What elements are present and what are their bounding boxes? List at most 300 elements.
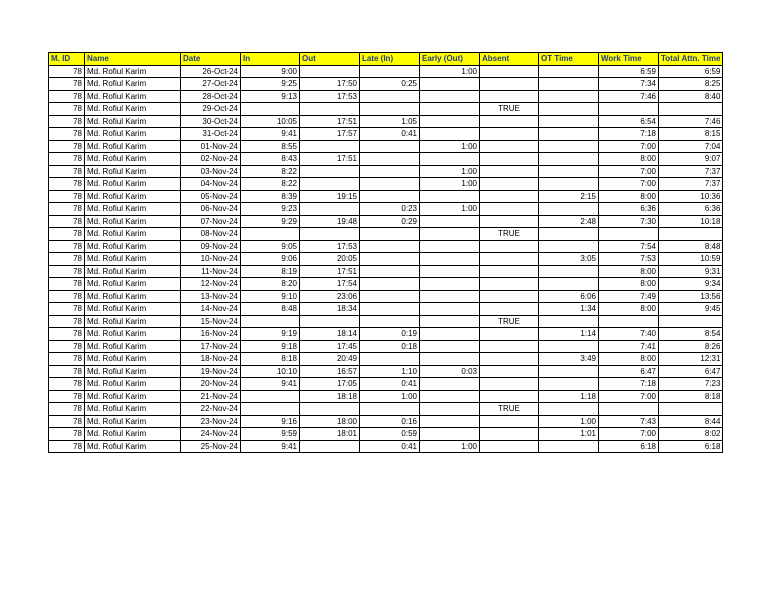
cell-name: Md. Rofiul Karim [85, 303, 181, 316]
cell-late: 0:59 [360, 428, 420, 441]
cell-late [360, 140, 420, 153]
header-row [49, 53, 723, 66]
cell-absent [480, 190, 539, 203]
cell-name: Md. Rofiul Karim [85, 353, 181, 366]
cell-total: 6:18 [659, 440, 723, 453]
cell-date: 17-Nov-24 [181, 340, 241, 353]
cell-absent [480, 353, 539, 366]
cell-ot [539, 178, 599, 191]
cell-late: 1:05 [360, 115, 420, 128]
cell-out: 17:51 [300, 153, 360, 166]
table-row [49, 378, 723, 391]
cell-date: 25-Nov-24 [181, 440, 241, 453]
cell-ot [539, 115, 599, 128]
cell-date: 15-Nov-24 [181, 315, 241, 328]
cell-out: 16:57 [300, 365, 360, 378]
cell-early [420, 390, 480, 403]
cell-id: 78 [49, 265, 85, 278]
cell-late [360, 190, 420, 203]
column-header-absent: Absent [480, 53, 539, 66]
cell-ot: 2:15 [539, 190, 599, 203]
header-row-group [49, 53, 723, 66]
cell-out: 18:18 [300, 390, 360, 403]
cell-late: 0:41 [360, 378, 420, 391]
table-row [49, 353, 723, 366]
table-row [49, 440, 723, 453]
cell-out [300, 228, 360, 241]
cell-early [420, 328, 480, 341]
cell-id: 78 [49, 415, 85, 428]
cell-date: 30-Oct-24 [181, 115, 241, 128]
cell-ot [539, 103, 599, 116]
cell-in [241, 228, 300, 241]
cell-absent [480, 440, 539, 453]
cell-id: 78 [49, 353, 85, 366]
cell-total: 10:36 [659, 190, 723, 203]
cell-ot [539, 265, 599, 278]
cell-id: 78 [49, 115, 85, 128]
cell-total: 8:54 [659, 328, 723, 341]
cell-name: Md. Rofiul Karim [85, 440, 181, 453]
cell-early: 1:00 [420, 65, 480, 78]
cell-absent [480, 65, 539, 78]
cell-work: 7:53 [599, 253, 659, 266]
cell-absent [480, 328, 539, 341]
cell-in [241, 103, 300, 116]
cell-id: 78 [49, 190, 85, 203]
cell-id: 78 [49, 290, 85, 303]
table-row [49, 115, 723, 128]
column-header-name: Name [85, 53, 181, 66]
cell-id: 78 [49, 253, 85, 266]
cell-in: 10:10 [241, 365, 300, 378]
cell-total: 9:31 [659, 265, 723, 278]
cell-absent [480, 428, 539, 441]
cell-work: 7:49 [599, 290, 659, 303]
cell-absent [480, 390, 539, 403]
cell-id: 78 [49, 340, 85, 353]
table-row [49, 178, 723, 191]
cell-early [420, 340, 480, 353]
table-row [49, 265, 723, 278]
cell-early [420, 215, 480, 228]
cell-work: 8:00 [599, 278, 659, 291]
cell-absent [480, 253, 539, 266]
cell-ot [539, 90, 599, 103]
cell-out: 17:57 [300, 128, 360, 141]
cell-late [360, 178, 420, 191]
cell-total [659, 403, 723, 416]
cell-date: 13-Nov-24 [181, 290, 241, 303]
cell-early [420, 103, 480, 116]
cell-late [360, 228, 420, 241]
cell-out [300, 103, 360, 116]
cell-total: 7:37 [659, 165, 723, 178]
cell-out: 17:45 [300, 340, 360, 353]
cell-early [420, 240, 480, 253]
column-header-ot: OT Time [539, 53, 599, 66]
cell-ot: 1:34 [539, 303, 599, 316]
cell-name: Md. Rofiul Karim [85, 178, 181, 191]
cell-name: Md. Rofiul Karim [85, 328, 181, 341]
cell-date: 14-Nov-24 [181, 303, 241, 316]
cell-name: Md. Rofiul Karim [85, 90, 181, 103]
cell-work: 6:18 [599, 440, 659, 453]
cell-ot [539, 403, 599, 416]
cell-ot: 1:18 [539, 390, 599, 403]
cell-early [420, 253, 480, 266]
cell-work: 7:54 [599, 240, 659, 253]
cell-total: 9:45 [659, 303, 723, 316]
table-row [49, 203, 723, 216]
cell-ot: 6:06 [539, 290, 599, 303]
cell-name: Md. Rofiul Karim [85, 390, 181, 403]
cell-ot: 3:49 [539, 353, 599, 366]
attendance-table [48, 52, 723, 453]
cell-work: 7:43 [599, 415, 659, 428]
cell-id: 78 [49, 328, 85, 341]
cell-date: 29-Oct-24 [181, 103, 241, 116]
table-row [49, 315, 723, 328]
cell-late [360, 103, 420, 116]
table-row [49, 128, 723, 141]
cell-out [300, 203, 360, 216]
cell-out [300, 315, 360, 328]
cell-date: 09-Nov-24 [181, 240, 241, 253]
cell-name: Md. Rofiul Karim [85, 203, 181, 216]
cell-ot [539, 203, 599, 216]
cell-name: Md. Rofiul Karim [85, 403, 181, 416]
cell-name: Md. Rofiul Karim [85, 103, 181, 116]
cell-out: 17:50 [300, 78, 360, 91]
cell-total: 12:31 [659, 353, 723, 366]
cell-id: 78 [49, 65, 85, 78]
cell-ot [539, 240, 599, 253]
table-row [49, 278, 723, 291]
cell-id: 78 [49, 203, 85, 216]
cell-ot [539, 365, 599, 378]
cell-late: 0:18 [360, 340, 420, 353]
cell-id: 78 [49, 165, 85, 178]
cell-date: 27-Oct-24 [181, 78, 241, 91]
table-row [49, 415, 723, 428]
cell-late [360, 265, 420, 278]
cell-late: 1:00 [360, 390, 420, 403]
cell-out: 23:06 [300, 290, 360, 303]
cell-name: Md. Rofiul Karim [85, 215, 181, 228]
cell-id: 78 [49, 103, 85, 116]
cell-out: 19:48 [300, 215, 360, 228]
table-row [49, 340, 723, 353]
cell-out [300, 403, 360, 416]
cell-work: 7:41 [599, 340, 659, 353]
cell-early [420, 228, 480, 241]
cell-work: 6:47 [599, 365, 659, 378]
cell-name: Md. Rofiul Karim [85, 290, 181, 303]
cell-late: 0:29 [360, 215, 420, 228]
cell-in: 9:10 [241, 290, 300, 303]
cell-date: 26-Oct-24 [181, 65, 241, 78]
cell-out [300, 440, 360, 453]
cell-out [300, 65, 360, 78]
cell-id: 78 [49, 178, 85, 191]
cell-in: 8:20 [241, 278, 300, 291]
cell-out: 18:00 [300, 415, 360, 428]
cell-early: 1:00 [420, 178, 480, 191]
table-row [49, 303, 723, 316]
cell-early [420, 115, 480, 128]
cell-absent [480, 240, 539, 253]
cell-total: 10:59 [659, 253, 723, 266]
column-header-late: Late (In) [360, 53, 420, 66]
cell-date: 22-Nov-24 [181, 403, 241, 416]
cell-late [360, 240, 420, 253]
cell-early: 1:00 [420, 440, 480, 453]
cell-out: 17:51 [300, 115, 360, 128]
cell-late [360, 90, 420, 103]
cell-name: Md. Rofiul Karim [85, 278, 181, 291]
cell-ot: 1:14 [539, 328, 599, 341]
cell-work: 8:00 [599, 303, 659, 316]
cell-late: 0:41 [360, 440, 420, 453]
cell-total: 8:40 [659, 90, 723, 103]
cell-work: 8:00 [599, 190, 659, 203]
cell-ot: 1:00 [539, 415, 599, 428]
cell-late: 1:10 [360, 365, 420, 378]
cell-ot [539, 378, 599, 391]
cell-date: 04-Nov-24 [181, 178, 241, 191]
cell-out [300, 140, 360, 153]
cell-id: 78 [49, 140, 85, 153]
cell-early [420, 353, 480, 366]
cell-out: 17:53 [300, 240, 360, 253]
cell-date: 19-Nov-24 [181, 365, 241, 378]
cell-absent [480, 128, 539, 141]
cell-absent [480, 165, 539, 178]
cell-id: 78 [49, 390, 85, 403]
cell-work: 8:00 [599, 353, 659, 366]
cell-ot [539, 65, 599, 78]
table-row [49, 190, 723, 203]
cell-id: 78 [49, 228, 85, 241]
cell-out: 17:54 [300, 278, 360, 291]
cell-in: 8:18 [241, 353, 300, 366]
cell-total: 8:44 [659, 415, 723, 428]
cell-total [659, 103, 723, 116]
cell-in [241, 390, 300, 403]
cell-id: 78 [49, 315, 85, 328]
cell-date: 11-Nov-24 [181, 265, 241, 278]
cell-in: 9:19 [241, 328, 300, 341]
cell-work: 7:18 [599, 128, 659, 141]
cell-early: 0:03 [420, 365, 480, 378]
cell-date: 12-Nov-24 [181, 278, 241, 291]
cell-early [420, 278, 480, 291]
cell-date: 07-Nov-24 [181, 215, 241, 228]
cell-id: 78 [49, 428, 85, 441]
cell-late [360, 153, 420, 166]
cell-in: 9:29 [241, 215, 300, 228]
cell-name: Md. Rofiul Karim [85, 253, 181, 266]
cell-out: 20:49 [300, 353, 360, 366]
cell-id: 78 [49, 378, 85, 391]
cell-name: Md. Rofiul Karim [85, 240, 181, 253]
table-row [49, 253, 723, 266]
cell-absent [480, 415, 539, 428]
cell-absent: TRUE [480, 315, 539, 328]
table-row [49, 103, 723, 116]
cell-date: 01-Nov-24 [181, 140, 241, 153]
table-row [49, 78, 723, 91]
cell-in [241, 403, 300, 416]
cell-ot: 1:01 [539, 428, 599, 441]
cell-date: 03-Nov-24 [181, 165, 241, 178]
cell-name: Md. Rofiul Karim [85, 315, 181, 328]
cell-late [360, 165, 420, 178]
column-header-in: In [241, 53, 300, 66]
cell-work: 7:34 [599, 78, 659, 91]
cell-date: 08-Nov-24 [181, 228, 241, 241]
cell-name: Md. Rofiul Karim [85, 190, 181, 203]
cell-late: 0:16 [360, 415, 420, 428]
cell-absent: TRUE [480, 403, 539, 416]
cell-work [599, 315, 659, 328]
cell-total: 6:59 [659, 65, 723, 78]
cell-name: Md. Rofiul Karim [85, 378, 181, 391]
table-row [49, 240, 723, 253]
cell-in: 8:22 [241, 165, 300, 178]
table-row [49, 140, 723, 153]
cell-early [420, 428, 480, 441]
cell-in: 9:41 [241, 128, 300, 141]
cell-in: 9:00 [241, 65, 300, 78]
column-header-out: Out [300, 53, 360, 66]
cell-early [420, 415, 480, 428]
table-row [49, 290, 723, 303]
cell-ot: 2:48 [539, 215, 599, 228]
cell-name: Md. Rofiul Karim [85, 153, 181, 166]
cell-total: 10:18 [659, 215, 723, 228]
cell-date: 18-Nov-24 [181, 353, 241, 366]
table-row [49, 428, 723, 441]
cell-absent [480, 115, 539, 128]
cell-total: 7:04 [659, 140, 723, 153]
cell-early [420, 315, 480, 328]
cell-total: 8:25 [659, 78, 723, 91]
cell-name: Md. Rofiul Karim [85, 78, 181, 91]
cell-name: Md. Rofiul Karim [85, 340, 181, 353]
cell-absent: TRUE [480, 103, 539, 116]
cell-in: 8:55 [241, 140, 300, 153]
cell-early [420, 378, 480, 391]
cell-name: Md. Rofiul Karim [85, 265, 181, 278]
cell-in: 9:23 [241, 203, 300, 216]
cell-out: 19:15 [300, 190, 360, 203]
cell-work: 6:54 [599, 115, 659, 128]
cell-out: 18:34 [300, 303, 360, 316]
cell-ot [539, 440, 599, 453]
cell-late: 0:25 [360, 78, 420, 91]
cell-work: 7:18 [599, 378, 659, 391]
cell-early [420, 128, 480, 141]
table-row [49, 165, 723, 178]
cell-early: 1:00 [420, 203, 480, 216]
column-header-early: Early (Out) [420, 53, 480, 66]
cell-date: 28-Oct-24 [181, 90, 241, 103]
cell-absent [480, 153, 539, 166]
table-row [49, 403, 723, 416]
cell-late [360, 303, 420, 316]
cell-id: 78 [49, 240, 85, 253]
cell-name: Md. Rofiul Karim [85, 415, 181, 428]
cell-work: 7:40 [599, 328, 659, 341]
cell-ot: 3:05 [539, 253, 599, 266]
cell-work: 8:00 [599, 153, 659, 166]
cell-name: Md. Rofiul Karim [85, 228, 181, 241]
cell-late [360, 403, 420, 416]
cell-early: 1:00 [420, 165, 480, 178]
cell-work: 7:00 [599, 165, 659, 178]
cell-total: 8:18 [659, 390, 723, 403]
cell-work: 7:00 [599, 390, 659, 403]
cell-total: 8:48 [659, 240, 723, 253]
cell-in: 8:19 [241, 265, 300, 278]
cell-early [420, 290, 480, 303]
cell-ot [539, 140, 599, 153]
cell-absent [480, 378, 539, 391]
cell-total: 6:47 [659, 365, 723, 378]
cell-id: 78 [49, 365, 85, 378]
cell-date: 10-Nov-24 [181, 253, 241, 266]
cell-in: 9:59 [241, 428, 300, 441]
cell-name: Md. Rofiul Karim [85, 428, 181, 441]
cell-total: 7:37 [659, 178, 723, 191]
cell-work: 7:46 [599, 90, 659, 103]
cell-id: 78 [49, 90, 85, 103]
table-row [49, 328, 723, 341]
cell-absent [480, 278, 539, 291]
cell-early: 1:00 [420, 140, 480, 153]
cell-out: 17:53 [300, 90, 360, 103]
cell-name: Md. Rofiul Karim [85, 115, 181, 128]
table-row [49, 153, 723, 166]
cell-total: 8:15 [659, 128, 723, 141]
cell-out: 17:51 [300, 265, 360, 278]
cell-ot [539, 340, 599, 353]
cell-date: 21-Nov-24 [181, 390, 241, 403]
cell-late: 0:23 [360, 203, 420, 216]
cell-out [300, 165, 360, 178]
cell-date: 20-Nov-24 [181, 378, 241, 391]
cell-late [360, 278, 420, 291]
cell-id: 78 [49, 403, 85, 416]
column-header-date: Date [181, 53, 241, 66]
cell-late [360, 353, 420, 366]
cell-early [420, 90, 480, 103]
cell-out: 17:05 [300, 378, 360, 391]
cell-early [420, 403, 480, 416]
cell-date: 02-Nov-24 [181, 153, 241, 166]
cell-absent [480, 290, 539, 303]
table-row [49, 365, 723, 378]
cell-id: 78 [49, 215, 85, 228]
cell-work: 7:00 [599, 140, 659, 153]
cell-date: 05-Nov-24 [181, 190, 241, 203]
cell-late [360, 65, 420, 78]
cell-late: 0:41 [360, 128, 420, 141]
cell-total: 8:26 [659, 340, 723, 353]
cell-out [300, 178, 360, 191]
